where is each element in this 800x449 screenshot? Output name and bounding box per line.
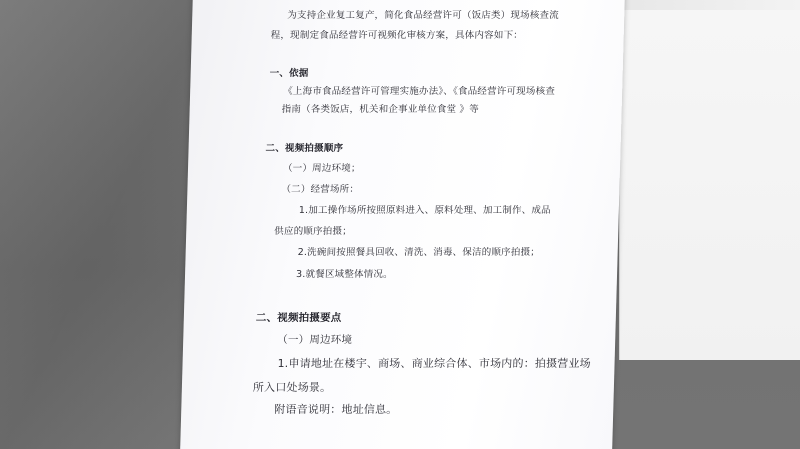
- white-object: [619, 0, 800, 360]
- order-sub-3: 3.就餐区域整体情况。: [295, 269, 393, 280]
- order-sub-1-line-2: 供应的顺序拍摄；: [274, 226, 353, 237]
- section-heading-order: 二、视频拍摄顺序: [265, 143, 344, 154]
- basis-line-2: 指南（各类饭店，机关和企事业单位食堂 》等: [281, 104, 480, 115]
- intro-line-1: 为支持企业复工复产，简化食品经营许可（饭店类）现场核查流: [287, 10, 560, 21]
- points-para-1-line-1: 1.申请地址在楼宇、商场、商业综合体、市场内的：拍摄营业场: [277, 357, 592, 370]
- basis-line-1: 《上海市食品经营许可管理实施办法》、《食品经营许可现场核查: [283, 86, 556, 97]
- order-sub-1-line-1: 1.加工操作场所按照原料进入、原料处理、加工制作、成品: [298, 205, 551, 216]
- section-heading-basis: 一、依据: [269, 68, 309, 79]
- document-page: [180, 0, 625, 449]
- points-para-2: 附语音说明：地址信息。: [274, 403, 398, 416]
- order-sub-2: 2.洗碗间按照餐具回收、清洗、消毒、保洁的顺序拍摄；: [297, 247, 541, 258]
- order-item-2: （二）经营场所：: [281, 184, 360, 195]
- order-item-1: （一）周边环境；: [282, 163, 361, 174]
- points-item-1: （一）周边环境: [277, 334, 353, 346]
- section-heading-points: 二、视频拍摄要点: [255, 312, 342, 324]
- points-para-1-line-2: 所入口处场景。: [252, 381, 332, 394]
- intro-line-2: 程，现制定食品经营许可视频化审核方案，具体内容如下：: [270, 30, 524, 41]
